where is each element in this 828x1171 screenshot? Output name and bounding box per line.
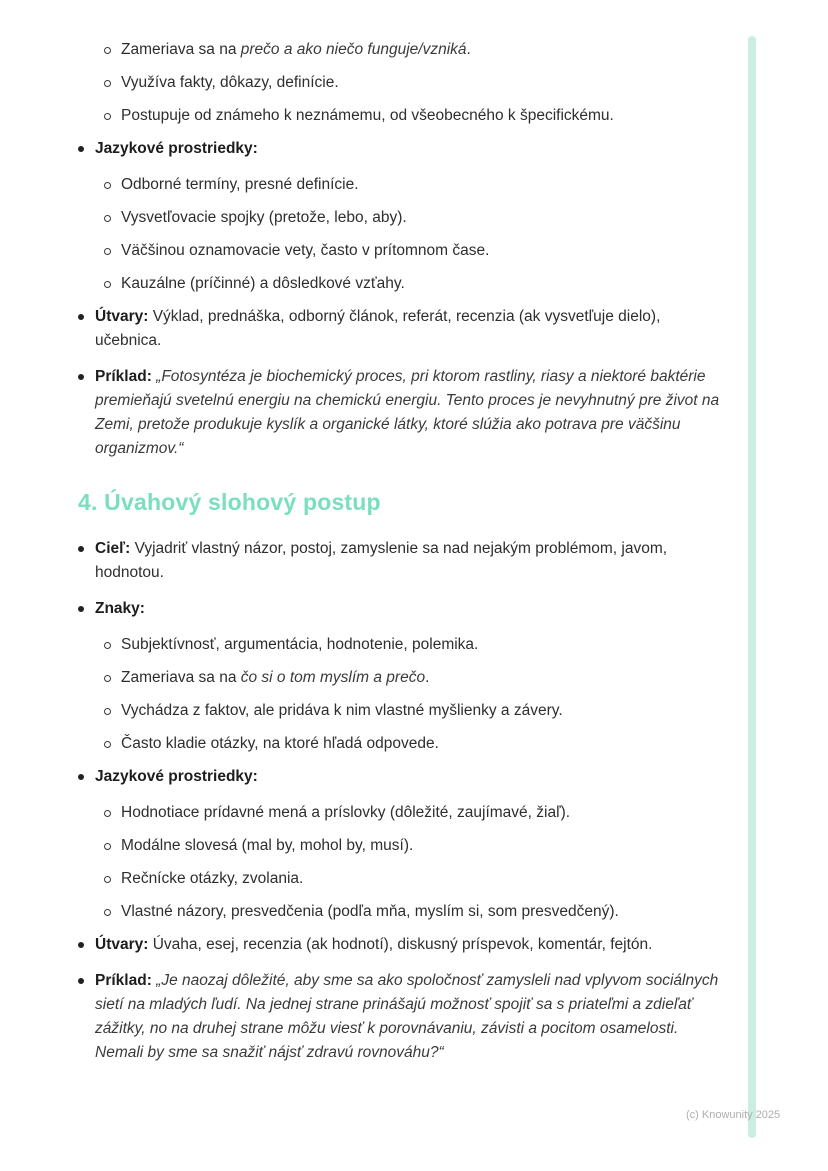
- circle-bullet-icon: [104, 699, 121, 723]
- list-item: [104, 867, 730, 891]
- disc-bullet-icon: [78, 597, 95, 621]
- list-item: [78, 597, 730, 621]
- list-item-text: Využíva fakty, dôkazy, definície.: [121, 74, 339, 91]
- list-item-text: Znaky:: [95, 600, 145, 617]
- list-item: [78, 537, 730, 585]
- circle-bullet-icon: [104, 732, 121, 756]
- list-item: [104, 666, 730, 690]
- list-item-text: Jazykové prostriedky:: [95, 140, 258, 157]
- circle-bullet-icon: [104, 272, 121, 296]
- list-item: [104, 633, 730, 657]
- document-content: [78, 38, 730, 1077]
- list-item: [104, 801, 730, 825]
- list-item-text: Vychádza z faktov, ale pridáva k nim vlastné myšlienky a závery.: [121, 702, 563, 719]
- bullet-list: [78, 933, 730, 1065]
- disc-bullet-icon: [78, 365, 95, 389]
- list-item-text: Postupuje od známeho k neznámemu, od všeobecného k špecifickému.: [121, 107, 614, 124]
- circle-bullet-icon: [104, 867, 121, 891]
- list-item: [104, 732, 730, 756]
- list-item: [104, 71, 730, 95]
- list-item-text: Útvary: Výklad, prednáška, odborný článok, referát, recenzia (ak vysvetľuje dielo), učebnica.: [95, 308, 661, 349]
- list-item: [104, 38, 730, 62]
- disc-bullet-icon: [78, 537, 95, 561]
- circle-bullet-icon: [104, 801, 121, 825]
- circle-bullet-icon: [104, 239, 121, 263]
- list-item: [104, 173, 730, 197]
- list-item: [104, 834, 730, 858]
- list-item-text: Zameriava sa na čo si o tom myslím a prečo.: [121, 669, 430, 686]
- circle-bullet-icon: [104, 104, 121, 128]
- disc-bullet-icon: [78, 765, 95, 789]
- disc-bullet-icon: [78, 969, 95, 993]
- copyright-text: (c) Knowunity 2025: [686, 1109, 781, 1121]
- circle-bullet-icon: [104, 173, 121, 197]
- list-item: [104, 900, 730, 924]
- sub-bullet-list: [104, 801, 730, 924]
- scrollbar-thumb[interactable]: [748, 36, 756, 1138]
- circle-bullet-icon: [104, 900, 121, 924]
- list-item-text: Cieľ: Vyjadriť vlastný názor, postoj, zamyslenie sa nad nejakým problémom, javom, hodnotou.: [95, 540, 668, 581]
- list-item: [104, 239, 730, 263]
- list-item-text: Príklad: „Je naozaj dôležité, aby sme sa ako spoločnosť zamysleli nad vplyvom sociálnych sietí na mladých ľudí. Na jednej strane prinášajú možnosť spojiť sa s priateľmi a zdieľať zážitky, no na druhej strane môžu viesť k porovnávaniu, závisti a pocitom osamelosti. Nemali by sme sa snažiť nájsť zdravú rovnováhu?“: [95, 972, 719, 1061]
- bullet-list: [78, 305, 730, 461]
- bullet-list: [78, 137, 730, 161]
- list-item: [104, 104, 730, 128]
- list-item-text: Modálne slovesá (mal by, mohol by, musí).: [121, 837, 414, 854]
- disc-bullet-icon: [78, 305, 95, 329]
- disc-bullet-icon: [78, 137, 95, 161]
- disc-bullet-icon: [78, 933, 95, 957]
- circle-bullet-icon: [104, 206, 121, 230]
- list-item: [78, 365, 730, 461]
- list-item-text: Vlastné názory, presvedčenia (podľa mňa, myslím si, som presvedčený).: [121, 903, 619, 920]
- list-item: [104, 699, 730, 723]
- list-item-text: Vysvetľovacie spojky (pretože, lebo, aby).: [121, 209, 407, 226]
- list-item-text: Rečnícke otázky, zvolania.: [121, 870, 304, 887]
- bullet-list: [78, 537, 730, 621]
- section-heading: 4. Úvahový slohový postup: [78, 489, 381, 515]
- list-item: [78, 137, 730, 161]
- bullet-list: [78, 765, 730, 789]
- circle-bullet-icon: [104, 666, 121, 690]
- list-item: [104, 206, 730, 230]
- list-item: [78, 305, 730, 353]
- sub-bullet-list: [104, 38, 730, 128]
- circle-bullet-icon: [104, 38, 121, 62]
- list-item-text: Subjektívnosť, argumentácia, hodnotenie, polemika.: [121, 636, 479, 653]
- list-item-text: Hodnotiace prídavné mená a príslovky (dôležité, zaujímavé, žiaľ).: [121, 804, 571, 821]
- circle-bullet-icon: [104, 71, 121, 95]
- list-item-text: Väčšinou oznamovacie vety, často v prítomnom čase.: [121, 242, 490, 259]
- list-item-text: Jazykové prostriedky:: [95, 768, 258, 785]
- sub-bullet-list: [104, 633, 730, 756]
- list-item-text: Často kladie otázky, na ktoré hľadá odpovede.: [121, 735, 439, 752]
- list-item-text: Príklad: „Fotosyntéza je biochemický proces, pri ktorom rastliny, riasy a niektoré baktérie premieňajú svetelnú energiu na chemickú energiu. Tento proces je nevyhnutný pre život na Zemi, pretože produkuje kyslík a organické látky, ktoré slúžia ako potrava pre väčšinu organizmov.“: [95, 368, 720, 457]
- list-item-text: Kauzálne (príčinné) a dôsledkové vzťahy.: [121, 275, 405, 292]
- circle-bullet-icon: [104, 633, 121, 657]
- list-item: [78, 765, 730, 789]
- sub-bullet-list: [104, 173, 730, 296]
- list-item-text: Útvary: Úvaha, esej, recenzia (ak hodnotí), diskusný príspevok, komentár, fejtón.: [95, 936, 653, 953]
- list-item: [78, 969, 730, 1065]
- list-item: [104, 272, 730, 296]
- list-item: [78, 933, 730, 957]
- circle-bullet-icon: [104, 834, 121, 858]
- list-item-text: Odborné termíny, presné definície.: [121, 176, 359, 193]
- list-item-text: Zameriava sa na prečo a ako niečo funguje/vzniká.: [121, 41, 471, 58]
